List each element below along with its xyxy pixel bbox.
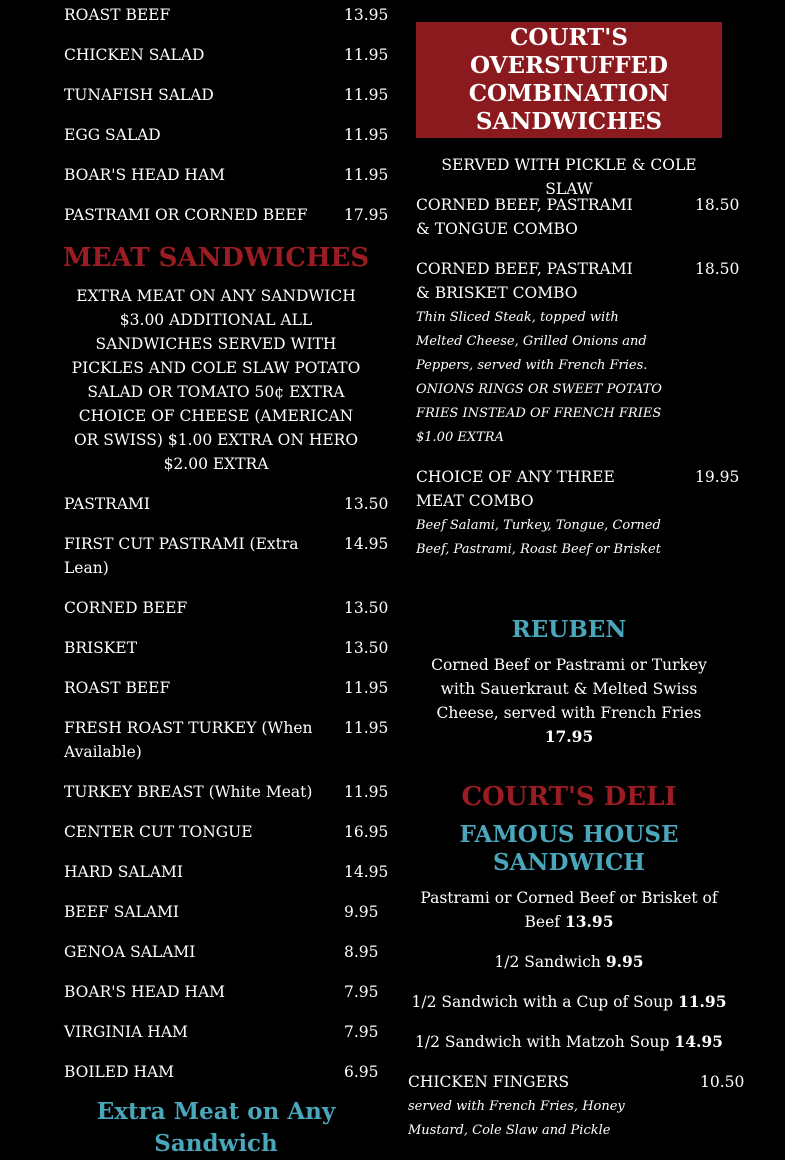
item-name: CHICKEN FINGERS xyxy=(408,1073,570,1091)
item-price: 11.95 xyxy=(344,679,389,697)
item-price: 10.50 xyxy=(700,1073,745,1091)
item-price: 18.50 xyxy=(695,260,740,278)
deli-line xyxy=(416,886,722,934)
item-name: BRISKET xyxy=(64,639,138,657)
item-name: BOILED HAM xyxy=(64,1063,175,1081)
item-name: FRESH ROAST TURKEY (When Available) xyxy=(64,719,313,761)
item-name: CORNED BEEF xyxy=(64,599,188,617)
deli-line xyxy=(416,950,722,974)
item-price: 8.95 xyxy=(344,943,379,961)
reuben-title: REUBEN xyxy=(511,616,627,643)
deli-line-price: 9.95 xyxy=(605,952,644,971)
item-name: HARD SALAMI xyxy=(64,863,184,881)
item-price: 11.95 xyxy=(344,166,389,184)
item-price: 6.95 xyxy=(344,1063,379,1081)
item-price: 13.50 xyxy=(344,639,389,657)
item-price: 11.95 xyxy=(344,783,389,801)
reuben-price: 17.95 xyxy=(544,727,594,746)
item-name: PASTRAMI OR CORNED BEEF xyxy=(64,206,308,224)
item-name: BOAR'S HEAD HAM xyxy=(64,983,226,1001)
deli-line-text: Pastrami or Corned Beef or Brisket of Beef xyxy=(420,889,718,931)
reuben-description xyxy=(416,653,722,749)
item-name: GENOA SALAMI xyxy=(64,943,196,961)
item-price: 13.50 xyxy=(344,495,389,513)
meat-sandwiches-title: MEAT SANDWICHES xyxy=(62,243,370,273)
combo-banner xyxy=(416,22,722,138)
meat-sandwiches-notes: EXTRA MEAT ON ANY SANDWICH $3.00 ADDITIONAL ALL SANDWICHES SERVED WITH PICKLES AND COLE SLAW POTATO SALAD OR TOMATO 50¢ EXTRA CHOICE OF CHEESE (AMERICAN OR SWISS) $1.00 EXTRA ON HERO $2.00 EXTRA xyxy=(71,287,361,473)
deli-line-text: 1/2 Sandwich xyxy=(494,953,601,971)
item-name: TURKEY BREAST (White Meat) xyxy=(64,783,313,801)
item-price: 18.50 xyxy=(695,196,740,214)
item-name: EGG SALAD xyxy=(64,126,161,144)
item-price: 14.95 xyxy=(344,535,389,553)
item-name: BOAR'S HEAD HAM xyxy=(64,166,226,184)
item-name: CORNED BEEF, PASTRAMI & BRISKET COMBO xyxy=(416,260,633,302)
item-description: served with French Fries, Honey Mustard, Cole Slaw and Pickle xyxy=(408,1099,625,1138)
item-price: 11.95 xyxy=(344,126,389,144)
item-name: TUNAFISH SALAD xyxy=(64,86,214,104)
deli-line-text: 1/2 Sandwich with a Cup of Soup xyxy=(411,993,674,1011)
item-name: FIRST CUT PASTRAMI (Extra Lean) xyxy=(64,535,299,577)
deli-line xyxy=(406,990,732,1014)
item-price: 7.95 xyxy=(344,983,379,1001)
combo-banner-text: COURT'S OVERSTUFFED COMBINATION SANDWICHES xyxy=(468,24,670,135)
item-name: CHOICE OF ANY THREE MEAT COMBO xyxy=(416,468,615,510)
item-price: 11.95 xyxy=(344,86,389,104)
item-price: 16.95 xyxy=(344,823,389,841)
item-price: 13.95 xyxy=(344,6,389,24)
reuben-desc-text: Corned Beef or Pastrami or Turkey with Sauerkraut & Melted Swiss Cheese, served with French Fries xyxy=(431,656,707,722)
item-price: 13.50 xyxy=(344,599,389,617)
item-name: PASTRAMI xyxy=(64,495,151,513)
item-name: ROAST BEEF xyxy=(64,679,171,697)
item-name: CORNED BEEF, PASTRAMI & TONGUE COMBO xyxy=(416,196,633,238)
item-price: 11.95 xyxy=(344,719,389,737)
deli-title: COURT'S DELI xyxy=(461,782,677,812)
deli-subtitle: FAMOUS HOUSE SANDWICH xyxy=(459,821,679,876)
item-price: 19.95 xyxy=(695,468,740,486)
item-price: 7.95 xyxy=(344,1023,379,1041)
item-price: 17.95 xyxy=(344,206,389,224)
item-description: Thin Sliced Steak, topped with Melted Cheese, Grilled Onions and Peppers, served with French Fries. ONIONS RINGS OR SWEET POTATO FRIES INSTEAD OF FRENCH FRIES $1.00 EXTRA xyxy=(416,310,662,445)
extra-meat-title: Extra Meat on Any Sandwich xyxy=(96,1098,336,1157)
item-name: ROAST BEEF xyxy=(64,6,171,24)
item-name: CHICKEN SALAD xyxy=(64,46,205,64)
item-name: CENTER CUT TONGUE xyxy=(64,823,253,841)
deli-line-text: 1/2 Sandwich with Matzoh Soup xyxy=(415,1033,670,1051)
deli-line-price: 14.95 xyxy=(674,1032,723,1051)
item-name: BEEF SALAMI xyxy=(64,903,179,921)
deli-line-price: 13.95 xyxy=(564,912,614,931)
combo-subtitle: SERVED WITH PICKLE & COLE SLAW xyxy=(441,156,697,198)
item-name: VIRGINIA HAM xyxy=(64,1023,188,1041)
deli-line xyxy=(406,1030,732,1054)
item-price: 11.95 xyxy=(344,46,389,64)
item-description: Beef Salami, Turkey, Tongue, Corned Beef, Pastrami, Roast Beef or Brisket xyxy=(416,518,661,557)
item-price: 14.95 xyxy=(344,863,389,881)
deli-line-price: 11.95 xyxy=(677,992,727,1011)
item-price: 9.95 xyxy=(344,903,379,921)
